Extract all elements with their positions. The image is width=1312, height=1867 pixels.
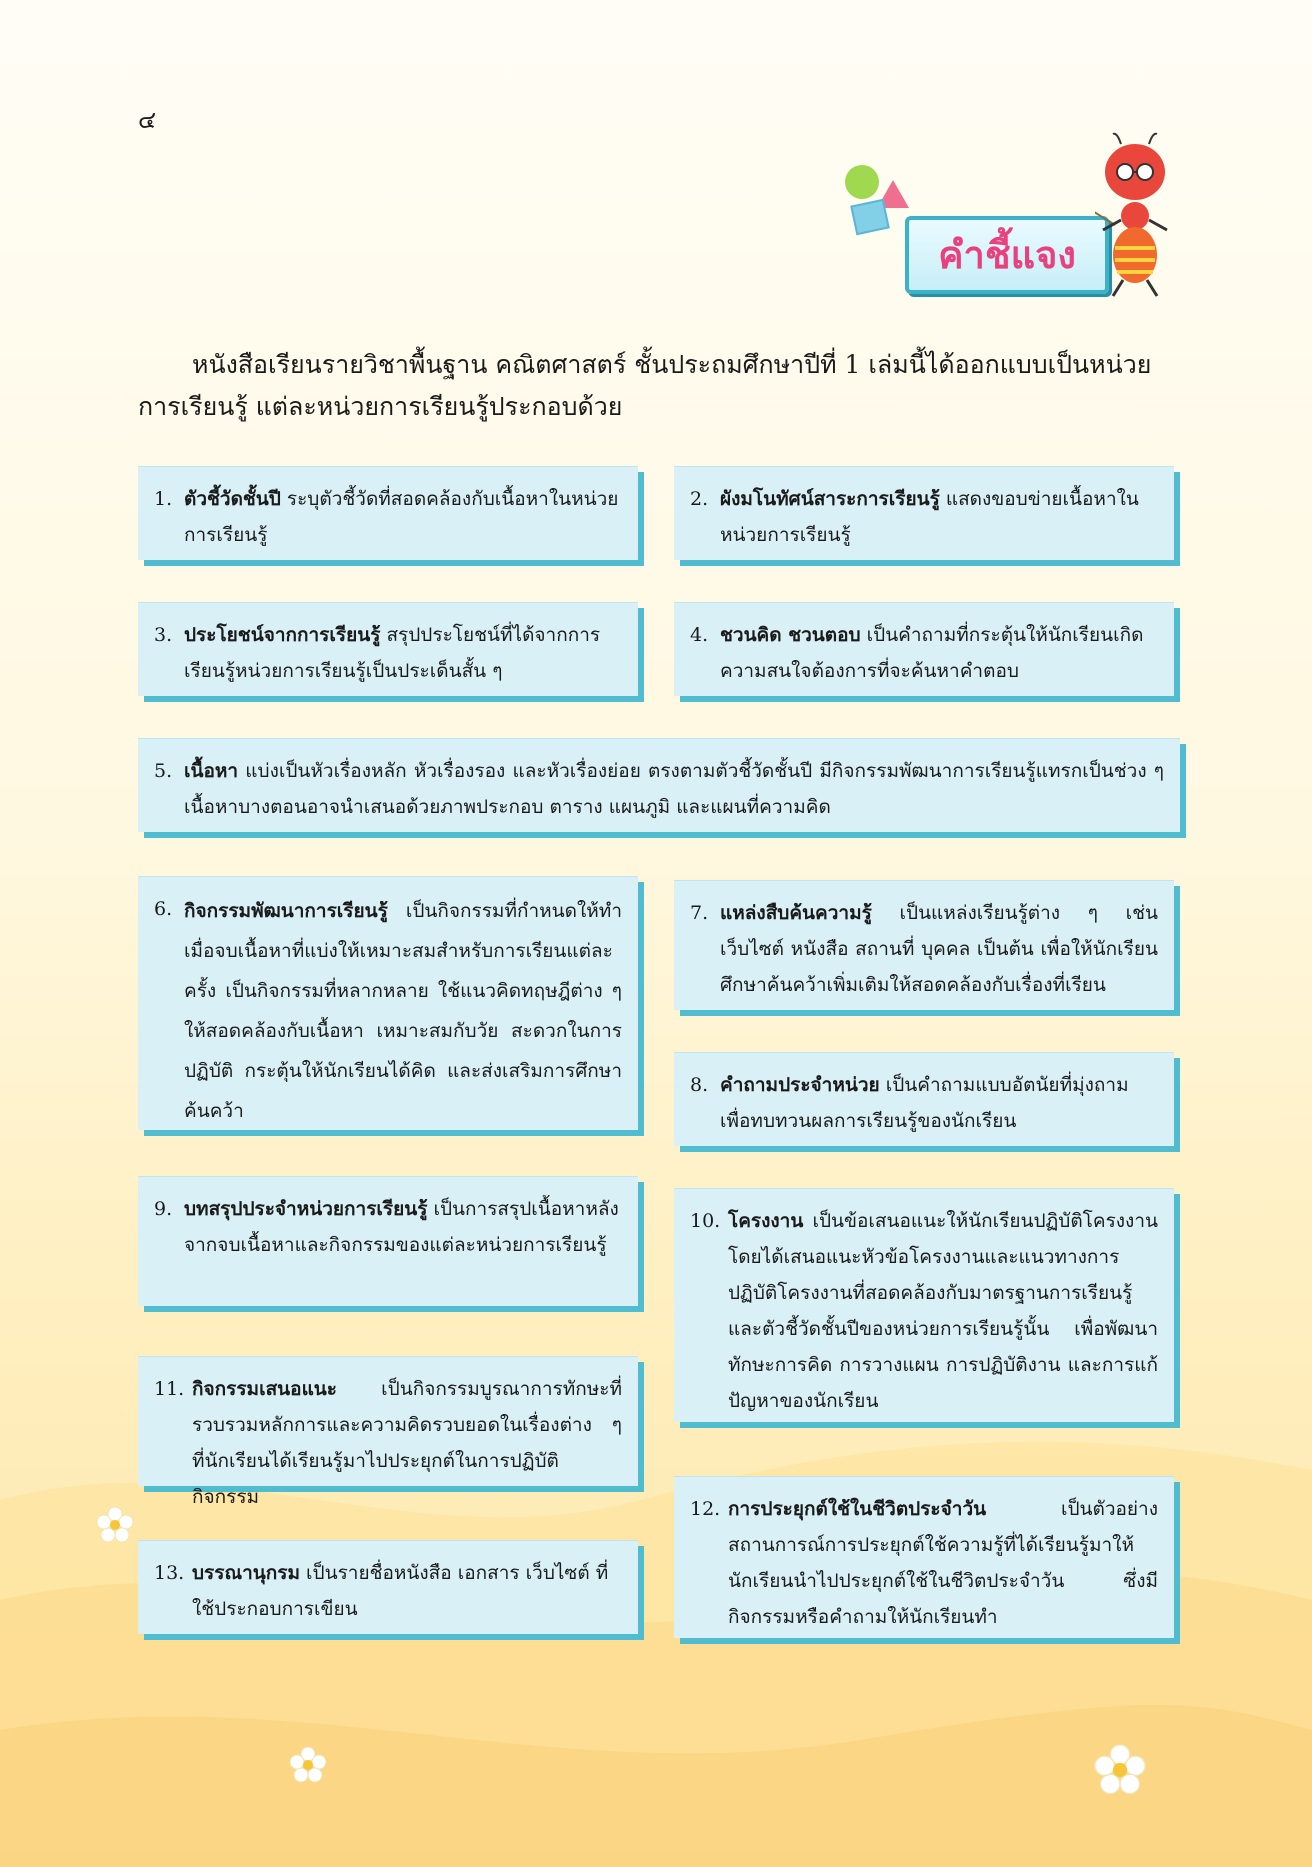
- item-number: 11.: [154, 1378, 185, 1400]
- item-term: ผังมโนทัศน์สาระการเรียนรู้: [720, 488, 940, 510]
- item-number: 9.: [154, 1198, 173, 1220]
- item-desc: เป็นตัวอย่างสถานการณ์การประยุกต์ใช้ความรู้ที่ได้เรียนรู้มาให้นักเรียนนำไปประยุกต์ใช้ในชีวิตประจำวัน ซึ่งมีกิจกรรมหรือคำถามให้นักเรียนทำ: [728, 1498, 1158, 1628]
- instruction-box-4: [674, 602, 1174, 696]
- item-desc: เป็นแหล่งเรียนรู้ต่าง ๆ เช่น เว็บไซต์ หนังสือ สถานที่ บุคคล เป็นต้น เพื่อให้นักเรียนศึกษาค้นคว้าเพิ่มเติมให้สอดคล้องกับเรื่องที่เรียน: [720, 902, 1158, 996]
- title-banner: [905, 216, 1109, 294]
- instruction-box-9: [138, 1176, 638, 1306]
- ant-teacher-icon: [1095, 130, 1175, 300]
- item-term: บทสรุปประจำหน่วยการเรียนรู้: [184, 1198, 428, 1220]
- item-desc: เป็นกิจกรรมที่กำหนดให้ทำเมื่อจบเนื้อหาที่แบ่งให้เหมาะสมสำหรับการเรียนแต่ละครั้ง เป็นกิจกรรมที่หลากหลาย ใช้แนวคิดทฤษฎีต่าง ๆ ให้สอดคล้องกับเนื้อหา เหมาะสมกับวัย สะดวกในการปฏิบัติ กระตุ้นให้นักเรียนได้คิด และส่งเสริมการศึกษาค้นคว้า: [184, 900, 622, 1122]
- item-term: ตัวชี้วัดชั้นปี: [184, 488, 281, 510]
- instruction-box-7: [674, 880, 1174, 1010]
- item-term: กิจกรรมพัฒนาการเรียนรู้: [184, 900, 388, 922]
- item-term: โครงงาน: [728, 1210, 804, 1232]
- item-desc: ระบุตัวชี้วัดที่สอดคล้องกับเนื้อหาในหน่วยการเรียนรู้: [184, 488, 619, 546]
- flower-icon: [288, 1745, 328, 1785]
- item-desc: เป็นรายชื่อหนังสือ เอกสาร เว็บไซต์ ที่ใช้ประกอบการเขียน: [192, 1562, 609, 1620]
- item-term: การประยุกต์ใช้ในชีวิตประจำวัน: [728, 1498, 987, 1520]
- item-number: 6.: [154, 898, 173, 920]
- item-desc: แบ่งเป็นหัวเรื่องหลัก หัวเรื่องรอง และหัวเรื่องย่อย ตรงตามตัวชี้วัดชั้นปี มีกิจกรรมพัฒนาการเรียนรู้แทรกเป็นช่วง ๆ เนื้อหาบางตอนอาจนำเสนอด้วยภาพประกอบ ตาราง แผนภูมิ และแผนที่ความคิด: [184, 760, 1164, 818]
- item-number: 2.: [690, 488, 709, 510]
- item-desc: เป็นคำถามแบบอัตนัยที่มุ่งถามเพื่อทบทวนผลการเรียนรู้ของนักเรียน: [720, 1074, 1129, 1132]
- item-desc: เป็นกิจกรรมบูรณาการทักษะที่รวบรวมหลักการและความคิดรวบยอดในเรื่องต่าง ๆ ที่นักเรียนได้เรียนรู้มาไปประยุกต์ในการปฏิบัติกิจกรรม: [192, 1378, 622, 1508]
- item-term: ชวนคิด ชวนตอบ: [720, 624, 861, 646]
- intro-paragraph: หนังสือเรียนรายวิชาพื้นฐาน คณิตศาสตร์ ชั้นประถมศึกษาปีที่ 1 เล่มนี้ได้ออกแบบเป็นหน่วยการเรียนรู้ แต่ละหน่วยการเรียนรู้ประกอบด้วย: [138, 350, 1152, 421]
- item-number: 12.: [690, 1498, 721, 1520]
- item-desc: เป็นคำถามที่กระตุ้นให้นักเรียนเกิดความสนใจต้องการที่จะค้นหาคำตอบ: [720, 624, 1144, 682]
- item-number: 7.: [690, 902, 709, 924]
- instruction-box-11: [138, 1356, 638, 1508]
- item-number: 10.: [690, 1210, 721, 1232]
- item-number: 4.: [690, 624, 709, 646]
- instruction-box-3: [138, 602, 638, 696]
- flower-icon: [1092, 1742, 1148, 1798]
- item-number: 13.: [154, 1562, 185, 1584]
- item-number: 8.: [690, 1074, 709, 1096]
- item-desc: แสดงขอบข่ายเนื้อหาในหน่วยการเรียนรู้: [720, 488, 1139, 546]
- item-term: บรรณานุกรม: [192, 1562, 300, 1584]
- instruction-box-13: [138, 1540, 638, 1634]
- instruction-box-2: [674, 466, 1174, 560]
- instruction-box-8: [674, 1052, 1174, 1146]
- instruction-box-10: [674, 1188, 1174, 1422]
- instruction-box-5: [138, 738, 1180, 832]
- instruction-box-12: [674, 1476, 1174, 1638]
- title-header: [845, 130, 1175, 310]
- instruction-box-1: [138, 466, 638, 560]
- page-title: คำชี้แจง: [938, 233, 1076, 277]
- item-term: กิจกรรมเสนอแนะ: [192, 1378, 338, 1400]
- item-desc: เป็นการสรุปเนื้อหาหลังจากจบเนื้อหาและกิจกรรมของแต่ละหน่วยการเรียนรู้: [184, 1198, 619, 1256]
- item-term: ประโยชน์จากการเรียนรู้: [184, 624, 381, 646]
- page-number: ๔: [138, 106, 157, 134]
- item-term: แหล่งสืบค้นความรู้: [720, 902, 872, 924]
- item-desc: สรุปประโยชน์ที่ได้จากการเรียนรู้หน่วยการเรียนรู้เป็นประเด็นสั้น ๆ: [184, 624, 601, 682]
- flower-icon: [95, 1505, 135, 1545]
- item-desc: เป็นข้อเสนอแนะให้นักเรียนปฏิบัติโครงงานโดยได้เสนอแนะหัวข้อโครงงานและแนวทางการปฏิบัติโครงงานที่สอดคล้องกับมาตรฐานการเรียนรู้และตัวชี้วัดชั้นปีของหน่วยการเรียนรู้นั้น เพื่อพัฒนาทักษะการคิด การวางแผน การปฏิบัติงาน และการแก้ปัญหาของนักเรียน: [728, 1210, 1158, 1412]
- instruction-box-6: [138, 876, 638, 1130]
- item-term: เนื้อหา: [184, 760, 239, 782]
- item-number: 5.: [154, 760, 173, 782]
- item-number: 3.: [154, 624, 173, 646]
- item-number: 1.: [154, 488, 173, 510]
- item-term: คำถามประจำหน่วย: [720, 1074, 880, 1096]
